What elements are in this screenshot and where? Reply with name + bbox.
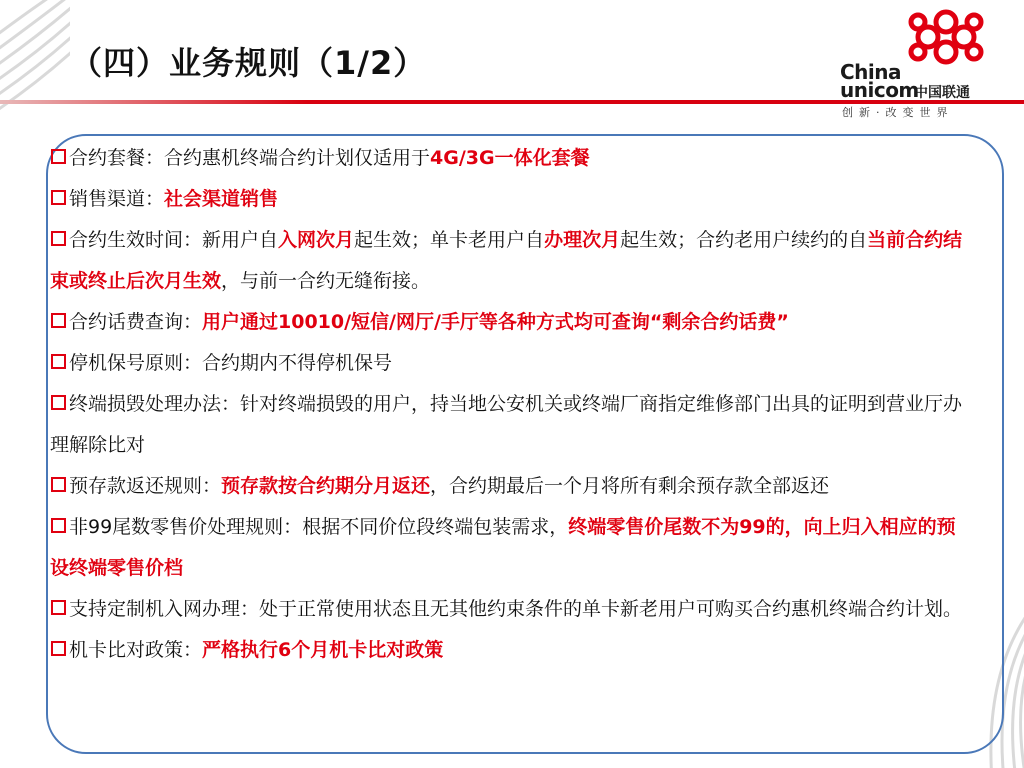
logo-brand-line2: unicom (840, 78, 919, 102)
list-item: 合约生效时间：新用户自入网次月起生效；单卡老用户自办理次月起生效；合约老用户续约的自当前合约结束或终止后次月生效，与前一合约无缝衔接。 (50, 229, 963, 292)
list-item: 终端损毁处理办法：针对终端损毁的用户，持当地公安机关或终端厂商指定维修部门出具的证明到营业厅办理解除比对 (50, 393, 963, 456)
unicom-knot-icon (906, 8, 986, 66)
page-title: （四）业务规则（1/2） (70, 44, 427, 82)
list-item: 合约套餐：合约惠机终端合约计划仅适用于4G/3G一体化套餐 (50, 138, 968, 179)
china-unicom-logo (838, 8, 1018, 118)
rules-list (50, 138, 968, 671)
list-item: 非99尾数零售价处理规则：根据不同价位段终端包装需求，终端零售价尾数不为99的，向上归入相应的预设终端零售价档 (50, 516, 956, 579)
checkbox-bullet-icon (51, 395, 66, 410)
list-item: 机卡比对政策：严格执行6个月机卡比对政策 (50, 630, 968, 671)
list-item: 停机保号原则：合约期内不得停机保号 (50, 343, 968, 384)
logo-brand-line1: China (840, 60, 902, 84)
checkbox-bullet-icon (51, 190, 66, 205)
logo-slogan: 创新·改变世界 (842, 106, 954, 119)
checkbox-bullet-icon (51, 600, 66, 615)
checkbox-bullet-icon (51, 477, 66, 492)
list-item: 支持定制机入网办理：处于正常使用状态且无其他约束条件的单卡新老用户可购买合约惠机终端合约计划。 (50, 589, 968, 630)
checkbox-bullet-icon (51, 518, 66, 533)
checkbox-bullet-icon (51, 231, 66, 246)
logo-brand-chinese: 中国联通 (914, 85, 970, 101)
checkbox-bullet-icon (51, 354, 66, 369)
list-item: 销售渠道：社会渠道销售 (50, 179, 968, 220)
checkbox-bullet-icon (51, 313, 66, 328)
checkbox-bullet-icon (51, 641, 66, 656)
list-item: 预存款返还规则：预存款按合约期分月返还，合约期最后一个月将所有剩余预存款全部返还 (50, 466, 968, 507)
decorative-stripes-top-left (0, 0, 70, 110)
checkbox-bullet-icon (51, 149, 66, 164)
list-item: 合约话费查询：用户通过10010/短信/网厅/手厅等各种方式均可查询“剩余合约话费” (50, 302, 968, 343)
